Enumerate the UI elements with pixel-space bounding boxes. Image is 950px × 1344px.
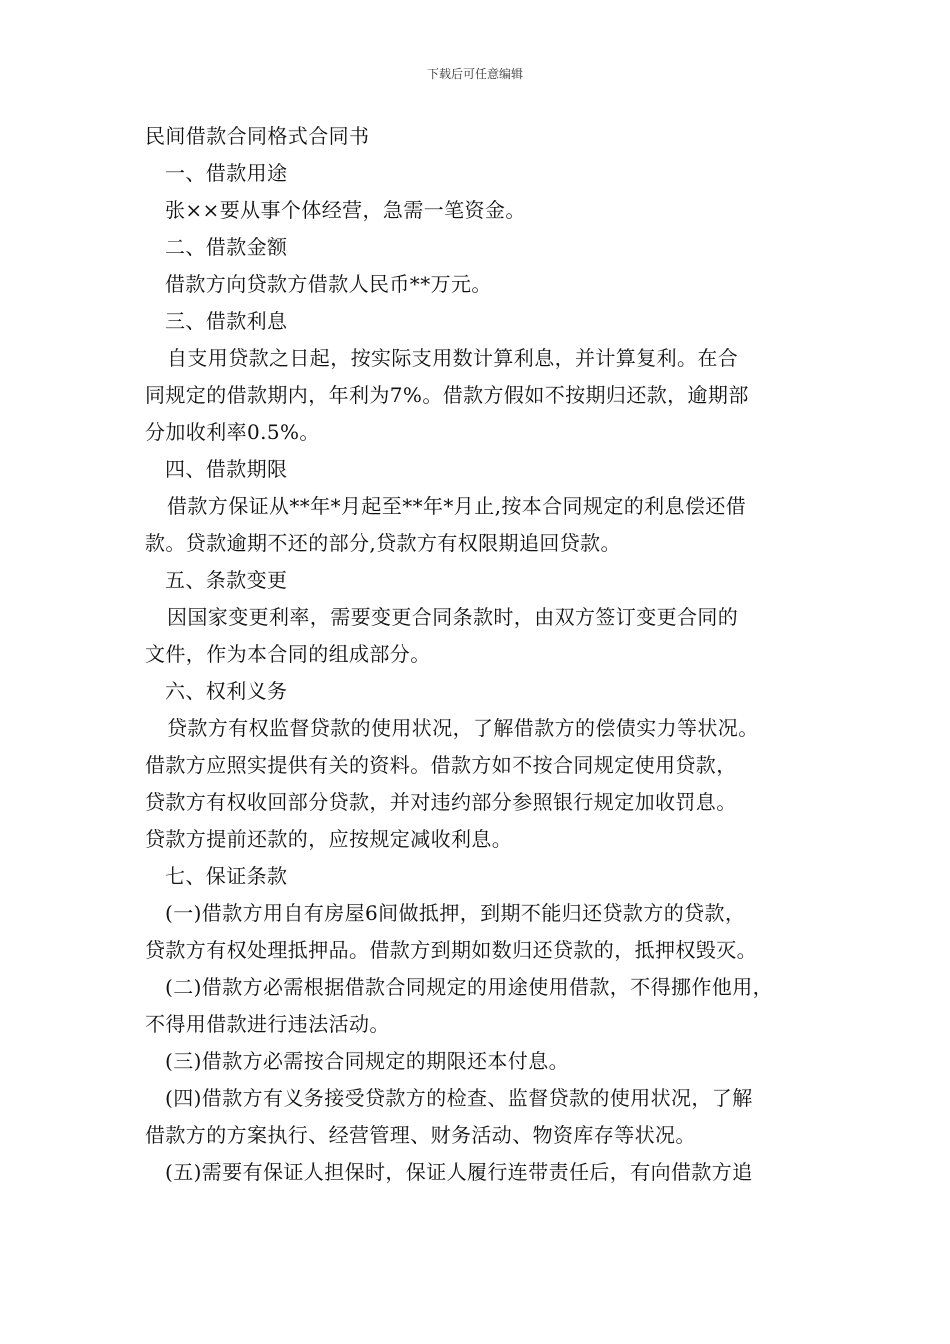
paragraph-line: 贷款方有权收回部分贷款，并对违约部分参照银行规定加收罚息。 (145, 790, 737, 814)
paragraph-line: (四)借款方有义务接受贷款方的检查、监督贷款的使用状况，了解 (165, 1086, 753, 1110)
paragraph-line: 借款方向贷款方借款人民币**万元。 (165, 272, 492, 296)
paragraph-line: 文件，作为本合同的组成部分。 (145, 642, 431, 666)
section-heading-guarantee: 七、保证条款 (165, 864, 288, 888)
section-heading-rights: 六、权利义务 (165, 679, 288, 703)
section-heading-amount: 二、借款金额 (165, 235, 288, 259)
paragraph-line: 贷款方有权处理抵押品。借款方到期如数归还贷款的，抵押权毁灭。 (145, 938, 757, 962)
paragraph-line: 不得用借款进行违法活动。 (145, 1012, 390, 1036)
paragraph-line: 因国家变更利率，需要变更合同条款时，由双方签订变更合同的 (167, 605, 739, 629)
paragraph-line: 款。贷款逾期不还的部分,贷款方有权限期追回贷款。 (145, 531, 621, 555)
paragraph-line: 张××要从事个体经营，急需一笔资金。 (165, 198, 526, 222)
section-heading-term: 四、借款期限 (165, 457, 288, 481)
document-title: 民间借款合同格式合同书 (145, 124, 370, 148)
paragraph-line: (二)借款方必需根据借款合同规定的用途使用借款，不得挪作他用， (165, 975, 774, 999)
page-header-note: 下载后可任意编辑 (426, 67, 523, 81)
section-heading-change: 五、条款变更 (165, 568, 288, 592)
paragraph-line: 借款方应照实提供有关的资料。借款方如不按合同规定使用贷款， (145, 753, 737, 777)
paragraph-line: (五)需要有保证人担保时，保证人履行连带责任后，有向借款方追 (165, 1160, 753, 1184)
paragraph-line: 自支用贷款之日起，按实际支用数计算利息，并计算复利。在合 (167, 346, 739, 370)
paragraph-line: 分加收利率0.5%。 (145, 420, 320, 444)
paragraph-line: 同规定的借款期内，年利为7%。借款方假如不按期归还款，逾期部 (145, 383, 749, 407)
section-heading-purpose: 一、借款用途 (165, 161, 288, 185)
paragraph-line: (一)借款方用自有房屋6间做抵押，到期不能归还贷款方的贷款， (165, 901, 746, 925)
paragraph-line: 贷款方有权监督贷款的使用状况，了解借款方的偿债实力等状况。 (167, 716, 759, 740)
paragraph-line: 借款方的方案执行、经营管理、财务活动、物资库存等状况。 (145, 1123, 696, 1147)
section-heading-interest: 三、借款利息 (165, 309, 288, 333)
document-body (145, 118, 825, 1191)
paragraph-line: 借款方保证从**年*月起至**年*月止,按本合同规定的利息偿还借 (167, 494, 747, 518)
paragraph-line: 贷款方提前还款的，应按规定减收利息。 (145, 827, 513, 851)
paragraph-line: (三)借款方必需按合同规定的期限还本付息。 (165, 1049, 570, 1073)
